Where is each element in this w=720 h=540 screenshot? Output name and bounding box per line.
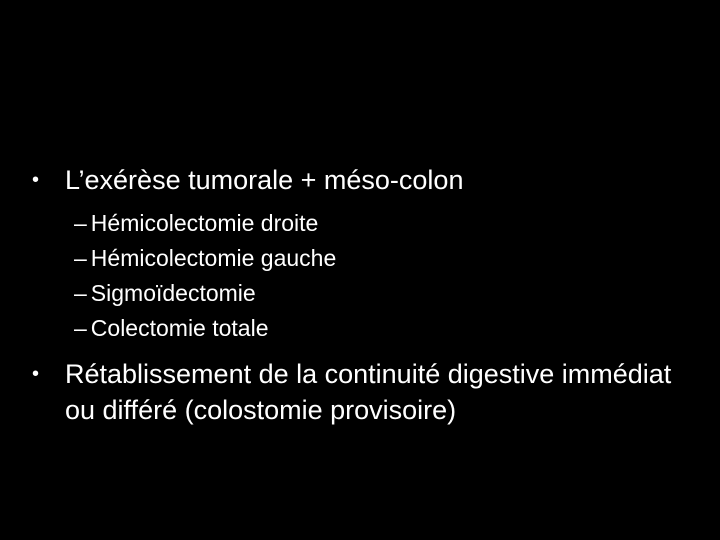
sub-item-text: Sigmoïdectomie — [90, 280, 256, 306]
bullet-exerese — [32, 162, 702, 346]
sub-list — [65, 206, 702, 346]
sub-item-colectomie-totale — [74, 311, 702, 346]
bullet-text: L’exérèse tumorale + méso-colon — [65, 165, 464, 195]
sub-dash: – — [74, 315, 87, 341]
bullet-marker: • — [32, 169, 40, 191]
sub-item-hemicolectomie-droite — [74, 206, 702, 241]
bullet-marker: • — [32, 363, 40, 385]
sub-item-sigmoidectomie — [74, 276, 702, 311]
sub-item-text: Hémicolectomie droite — [90, 210, 319, 236]
bullet-retablissement — [32, 356, 702, 428]
sub-item-hemicolectomie-gauche — [74, 241, 702, 276]
sub-dash: – — [74, 245, 87, 271]
bullet-text: Rétablissement de la continuité digestive immédiat ou différé (colostomie provisoire) — [65, 359, 672, 425]
sub-item-text: Colectomie totale — [90, 315, 269, 341]
sub-item-text: Hémicolectomie gauche — [90, 245, 337, 271]
sub-dash: – — [74, 210, 87, 236]
sub-dash: – — [74, 280, 87, 306]
bullet-list — [32, 162, 702, 428]
